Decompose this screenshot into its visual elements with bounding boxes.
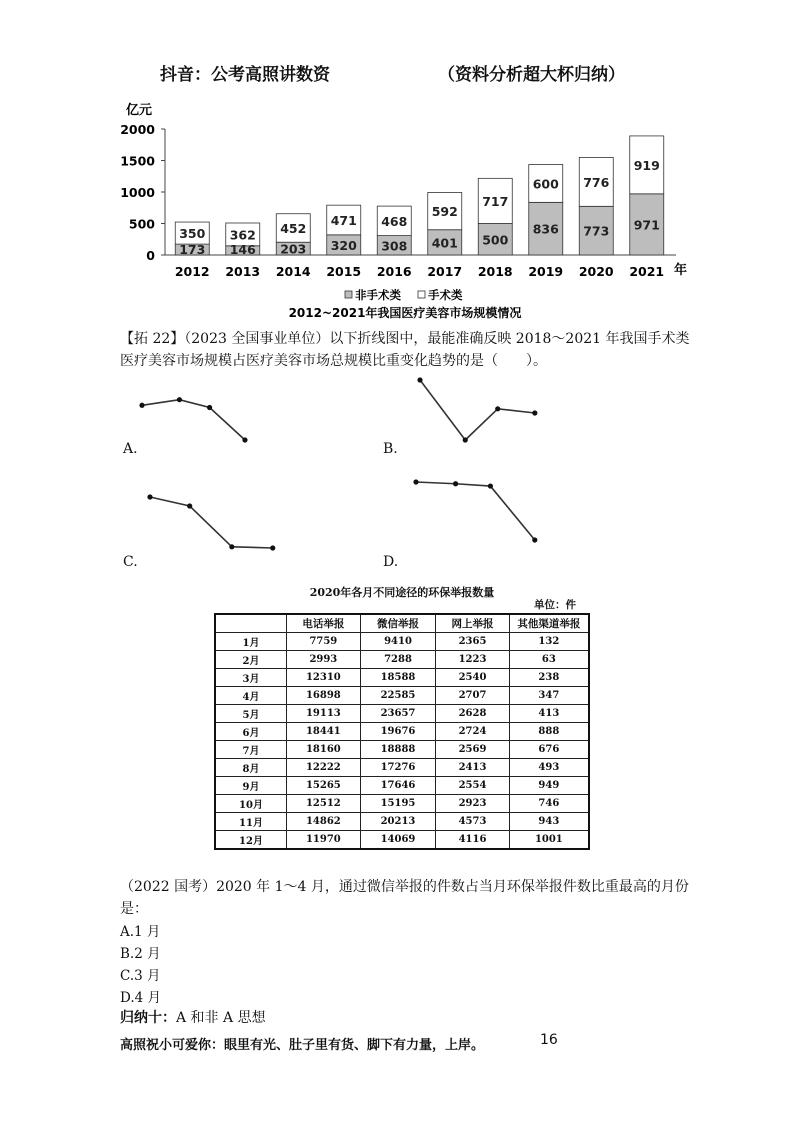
y-tick-label: 500	[128, 216, 155, 232]
x-tick-label: 2012	[174, 264, 210, 279]
table-cell: 413	[509, 705, 589, 723]
table-row	[215, 705, 589, 723]
data-label-non-surgical: 401	[431, 235, 458, 251]
table-cell: 18888	[360, 741, 436, 759]
table-cell: 7月	[215, 741, 287, 759]
table-cell: 23657	[360, 705, 436, 723]
stacked-bar-chart	[110, 98, 700, 320]
table-cell: 888	[509, 723, 589, 741]
table-row	[215, 831, 589, 850]
trend-point	[147, 494, 152, 499]
table-cell: 11月	[215, 813, 287, 831]
data-label-surgical: 452	[280, 220, 307, 236]
legend-swatch-non-surgical	[345, 291, 352, 298]
trend-point	[139, 403, 144, 408]
table-cell: 3月	[215, 669, 287, 687]
data-label-surgical: 717	[482, 193, 509, 209]
summary	[120, 1007, 266, 1027]
table-cell: 18160	[287, 741, 361, 759]
table-cell: 1月	[215, 633, 287, 651]
trend-line	[142, 400, 245, 440]
table-cell: 63	[509, 651, 589, 669]
table-cell: 22585	[360, 687, 436, 705]
table-row	[215, 669, 589, 687]
trend-point	[532, 410, 537, 415]
x-tick-label: 2019	[528, 264, 564, 279]
table-cell: 19113	[287, 705, 361, 723]
question2-line2: 是：	[120, 901, 148, 917]
table-cell: 1223	[436, 651, 509, 669]
data-label-surgical: 468	[381, 213, 408, 229]
table-cell: 14862	[287, 813, 361, 831]
table-cell: 12512	[287, 795, 361, 813]
option-b-label[interactable]: B.	[383, 441, 398, 457]
table-cell: 347	[509, 687, 589, 705]
x-tick-label: 2018	[477, 264, 513, 279]
page-number: 16	[540, 1032, 558, 1048]
option-b-line-chart[interactable]	[416, 376, 540, 444]
question2-option-a[interactable]: A.1 月	[120, 924, 161, 940]
table-cell: 2628	[436, 705, 509, 723]
table-cell: 12310	[287, 669, 361, 687]
legend-label-non-surgical: 非手术类	[355, 288, 401, 302]
data-label-non-surgical: 203	[280, 241, 307, 257]
table-cell: 17646	[360, 777, 436, 795]
option-c-line-chart[interactable]	[146, 484, 278, 552]
data-label-non-surgical: 773	[583, 223, 610, 239]
table-cell: 15195	[360, 795, 436, 813]
y-tick-label: 2000	[120, 122, 155, 137]
y-tick-label: 0	[146, 248, 155, 263]
question1-line2: 医疗美容市场规模占医疗美容市场总规模比重变化趋势的是（ ）。	[120, 353, 547, 369]
data-label-surgical: 600	[532, 176, 559, 192]
table-cell: 18588	[360, 669, 436, 687]
summary-label: 归纳十：	[120, 1010, 176, 1026]
trend-point	[242, 437, 247, 442]
table-cell: 7759	[287, 633, 361, 651]
table-cell: 2707	[436, 687, 509, 705]
x-tick-label: 2021	[629, 264, 665, 279]
table-cell: 18441	[287, 723, 361, 741]
table-row	[215, 633, 589, 651]
trend-point	[229, 544, 234, 549]
table-cell: 2724	[436, 723, 509, 741]
table-cell: 19676	[360, 723, 436, 741]
trend-point	[463, 437, 468, 442]
question1-line1: 【拓 22】（2023 全国事业单位）以下折线图中，最能准确反映 2018～2021 年我国手术类	[120, 331, 690, 347]
question2-option-c[interactable]: C.3 月	[120, 968, 161, 984]
table-cell: 4月	[215, 687, 287, 705]
table-cell: 238	[509, 669, 589, 687]
table-cell: 10月	[215, 795, 287, 813]
table-cell: 9410	[360, 633, 436, 651]
trend-point	[177, 397, 182, 402]
x-tick-label: 2020	[578, 264, 614, 279]
table-cell: 132	[509, 633, 589, 651]
trend-line	[416, 482, 535, 540]
question2-line1: （2022 国考）2020 年 1～4 月，通过微信举报的件数占当月环保举报件数比重最高的月份	[120, 879, 689, 895]
table-cell: 943	[509, 813, 589, 831]
table-cell: 2923	[436, 795, 509, 813]
x-tick-label: 2017	[427, 264, 463, 279]
report-table	[214, 613, 590, 850]
trend-line	[420, 380, 535, 440]
table-cell: 2365	[436, 633, 509, 651]
table-header-cell: 网上举报	[436, 614, 509, 633]
data-label-non-surgical: 836	[532, 221, 559, 237]
data-label-surgical: 471	[330, 213, 357, 229]
table-cell: 14069	[360, 831, 436, 850]
y-tick-label: 1500	[120, 153, 155, 169]
header-right: （资料分析超大杯归纳）	[438, 65, 625, 85]
table-cell: 2993	[287, 651, 361, 669]
report-table-wrap	[214, 613, 590, 850]
footer-text: 高照祝小可爱你：眼里有光、肚子里有货、脚下有力量，上岸。	[120, 1038, 485, 1053]
chart-title: 2012~2021年我国医疗美容市场规模情况	[288, 306, 522, 320]
table-cell: 2413	[436, 759, 509, 777]
data-label-non-surgical: 173	[179, 242, 206, 257]
table-cell: 2569	[436, 741, 509, 759]
table-cell: 8月	[215, 759, 287, 777]
data-label-surgical: 919	[633, 157, 660, 173]
legend-swatch-surgical	[418, 291, 425, 298]
question2-option-d[interactable]: D.4 月	[120, 990, 162, 1006]
table-cell: 5月	[215, 705, 287, 723]
table-row	[215, 741, 589, 759]
data-label-non-surgical: 146	[229, 242, 256, 257]
trend-point	[532, 537, 537, 542]
trend-point	[207, 405, 212, 410]
data-label-surgical: 592	[431, 204, 458, 220]
table-row	[215, 777, 589, 795]
option-d-line-chart[interactable]	[412, 478, 540, 544]
x-tick-label: 2016	[376, 264, 412, 279]
table-header-cell: 微信举报	[360, 614, 436, 633]
table-cell: 4116	[436, 831, 509, 850]
trend-line	[150, 497, 273, 548]
table-cell: 949	[509, 777, 589, 795]
table-unit: 单位：件	[534, 599, 576, 611]
trend-point	[413, 479, 418, 484]
option-c-label[interactable]: C.	[123, 554, 138, 570]
data-label-non-surgical: 971	[633, 217, 660, 233]
option-a-line-chart[interactable]	[138, 380, 250, 444]
table-cell: 20213	[360, 813, 436, 831]
table-cell: 15265	[287, 777, 361, 795]
trend-point	[453, 481, 458, 486]
trend-point	[495, 406, 500, 411]
table-cell: 2月	[215, 651, 287, 669]
table-cell: 2540	[436, 669, 509, 687]
table-cell: 11970	[287, 831, 361, 850]
table-cell: 12月	[215, 831, 287, 850]
table-cell: 6月	[215, 723, 287, 741]
table-row	[215, 759, 589, 777]
y-axis-label: 亿元	[126, 103, 153, 118]
x-tick-label: 2015	[326, 264, 362, 279]
x-axis-label: 年	[674, 263, 688, 278]
table-row	[215, 723, 589, 741]
table-cell: 7288	[360, 651, 436, 669]
table-cell: 493	[509, 759, 589, 777]
table-cell: 17276	[360, 759, 436, 777]
table-cell: 9月	[215, 777, 287, 795]
table-cell: 4573	[436, 813, 509, 831]
table-cell: 676	[509, 741, 589, 759]
table-row	[215, 813, 589, 831]
table-row	[215, 687, 589, 705]
table-cell: 746	[509, 795, 589, 813]
data-label-surgical: 350	[179, 226, 206, 242]
table-cell: 12222	[287, 759, 361, 777]
option-d-label[interactable]: D.	[383, 554, 399, 570]
trend-point	[488, 483, 493, 488]
trend-point	[187, 503, 192, 508]
y-tick-label: 1000	[120, 185, 155, 200]
x-tick-label: 2014	[275, 264, 311, 279]
x-tick-label: 2013	[225, 264, 261, 279]
trend-point	[417, 377, 422, 382]
table-header-row	[215, 614, 589, 633]
header-left: 抖音：公考高照讲数资	[160, 65, 330, 85]
data-label-non-surgical: 320	[330, 237, 357, 253]
table-header-cell: 其他渠道举报	[509, 614, 589, 633]
table-row	[215, 795, 589, 813]
table-row	[215, 651, 589, 669]
data-label-surgical: 362	[229, 227, 256, 243]
table-cell: 2554	[436, 777, 509, 795]
table-cell: 1001	[509, 831, 589, 850]
data-label-non-surgical: 500	[482, 232, 509, 248]
table-header-cell	[215, 614, 287, 633]
table-title: 2020年各月不同途径的环保举报数量	[309, 586, 495, 599]
table-header-cell: 电话举报	[287, 614, 361, 633]
data-label-non-surgical: 308	[381, 238, 408, 254]
table-cell: 16898	[287, 687, 361, 705]
option-a-label[interactable]: A.	[123, 441, 138, 457]
question2-option-b[interactable]: B.2 月	[120, 946, 161, 962]
summary-text: A 和非 A 思想	[176, 1010, 266, 1026]
data-label-surgical: 776	[583, 174, 610, 190]
trend-point	[270, 545, 275, 550]
legend-label-surgical: 手术类	[428, 288, 463, 302]
